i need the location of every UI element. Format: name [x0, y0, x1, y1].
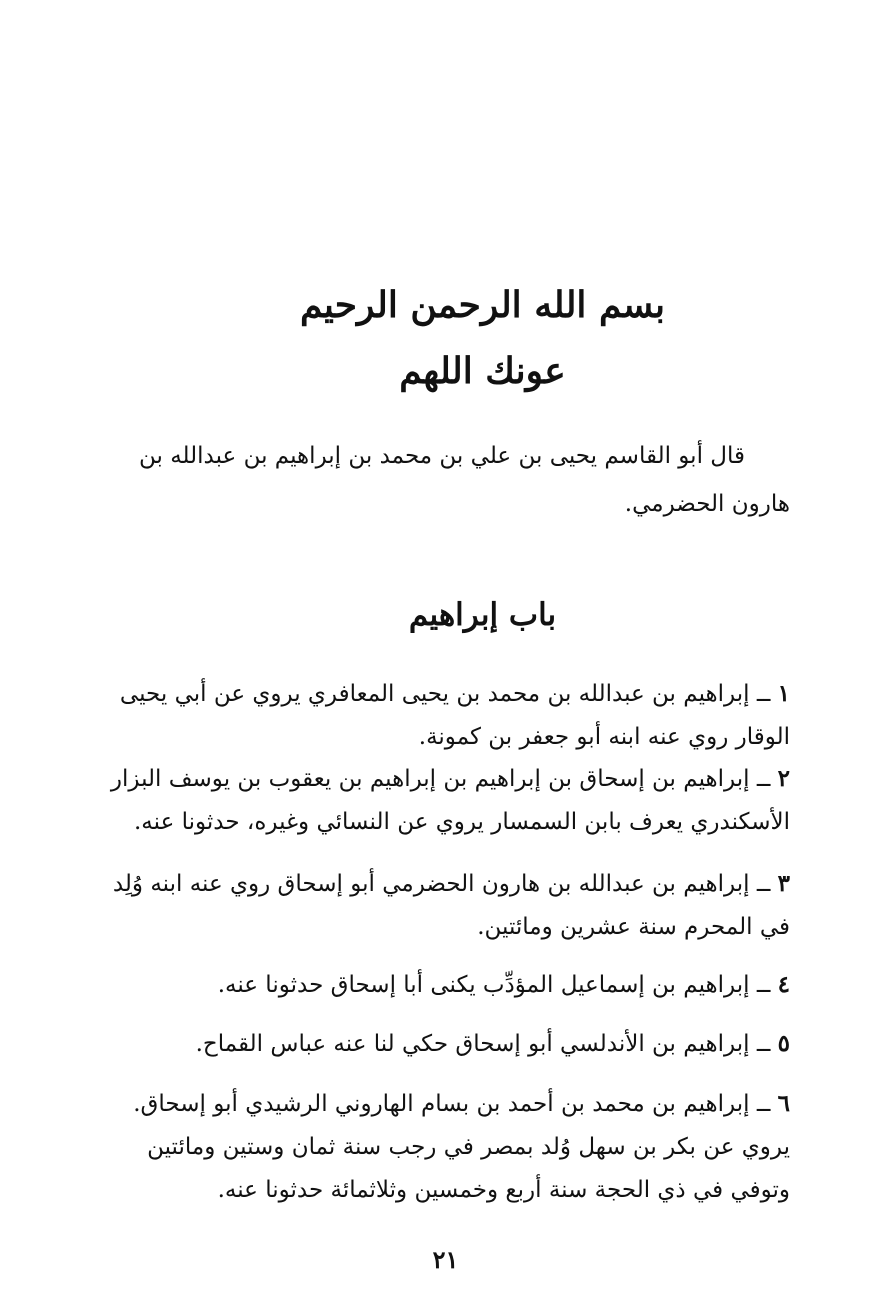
entry-text: إبراهيم بن الأندلسي أبو إسحاق حكي لنا عنه عباس القماح.	[195, 1031, 750, 1057]
chapter-title: باب إبراهيم	[408, 597, 557, 633]
entry-4: ٤ ــ إبراهيم بن إسماعيل المؤدِّب يكنى أبا إسحاق حدثونا عنه.	[217, 971, 790, 998]
entry-6: ٦ ــ إبراهيم بن محمد بن أحمد بن بسام الهاروني الرشيدي أبو إسحاق. يروي عن بكر بن سهل وُلد بمصر في رجب سنة ثمان وستين ومائتين وتوفي في ذي الحجة سنة أربع وخمسين وثلاثمائة حدثونا عنه.	[133, 1090, 790, 1203]
entry-number: ٣	[777, 870, 790, 897]
entry-5: ٥ ــ إبراهيم بن الأندلسي أبو إسحاق حكي لنا عنه عباس القماح.	[195, 1030, 790, 1057]
invocation-heading: عونك اللهم	[399, 350, 566, 392]
page-number: ٢١	[432, 1245, 459, 1274]
intro-paragraph	[90, 432, 790, 528]
entry-text: إبراهيم بن إسماعيل المؤدِّب يكنى أبا إسحاق حدثونا عنه.	[217, 972, 750, 998]
entry-2: ٢ ــ إبراهيم بن إسحاق بن إبراهيم بن إبراهيم بن يعقوب بن يوسف البزار الأسكندري يعرف بابن السمسار يروي عن النسائي وغيره، حدثونا عنه.	[110, 765, 790, 835]
intro-line-2: هارون الحضرمي.	[624, 491, 790, 517]
entry-3: ٣ ــ إبراهيم بن عبدالله بن هارون الحضرمي أبو إسحاق روي عنه ابنه وُلِد في المحرم سنة عشرين ومائتين.	[112, 870, 790, 940]
entry-text: إبراهيم بن عبدالله بن محمد بن يحيى المعافري يروي عن أبي يحيى الوقار روي عنه ابنه أبو جعفر بن كمونة.	[119, 681, 790, 750]
entry-text: إبراهيم بن عبدالله بن هارون الحضرمي أبو إسحاق روي عنه ابنه وُلِد في المحرم سنة عشرين ومائتين.	[112, 871, 790, 940]
entry-text: إبراهيم بن إسحاق بن إبراهيم بن إبراهيم بن يعقوب بن يوسف البزار الأسكندري يعرف بابن السمسار يروي عن النسائي وغيره، حدثونا عنه.	[110, 766, 790, 835]
entry-number: ٤	[777, 971, 790, 998]
intro-line-1: قال أبو القاسم يحيى بن علي بن محمد بن إبراهيم بن عبدالله بن	[138, 443, 745, 469]
basmala-heading: بسم الله الرحمن الرحيم	[299, 284, 666, 326]
entry-number: ٦	[777, 1090, 790, 1117]
entry-1: ١ ــ إبراهيم بن عبدالله بن محمد بن يحيى المعافري يروي عن أبي يحيى الوقار روي عنه ابنه أبو جعفر بن كمونة.	[119, 680, 790, 750]
entry-number: ١	[777, 680, 790, 707]
entry-text: إبراهيم بن محمد بن أحمد بن بسام الهاروني الرشيدي أبو إسحاق. يروي عن بكر بن سهل وُلد بمصر في رجب سنة ثمان وستين ومائتين وتوفي في ذي الحجة سنة أربع وخمسين وثلاثمائة حدثونا عنه.	[133, 1091, 790, 1203]
entry-number: ٥	[777, 1030, 790, 1057]
entry-number: ٢	[777, 765, 790, 792]
